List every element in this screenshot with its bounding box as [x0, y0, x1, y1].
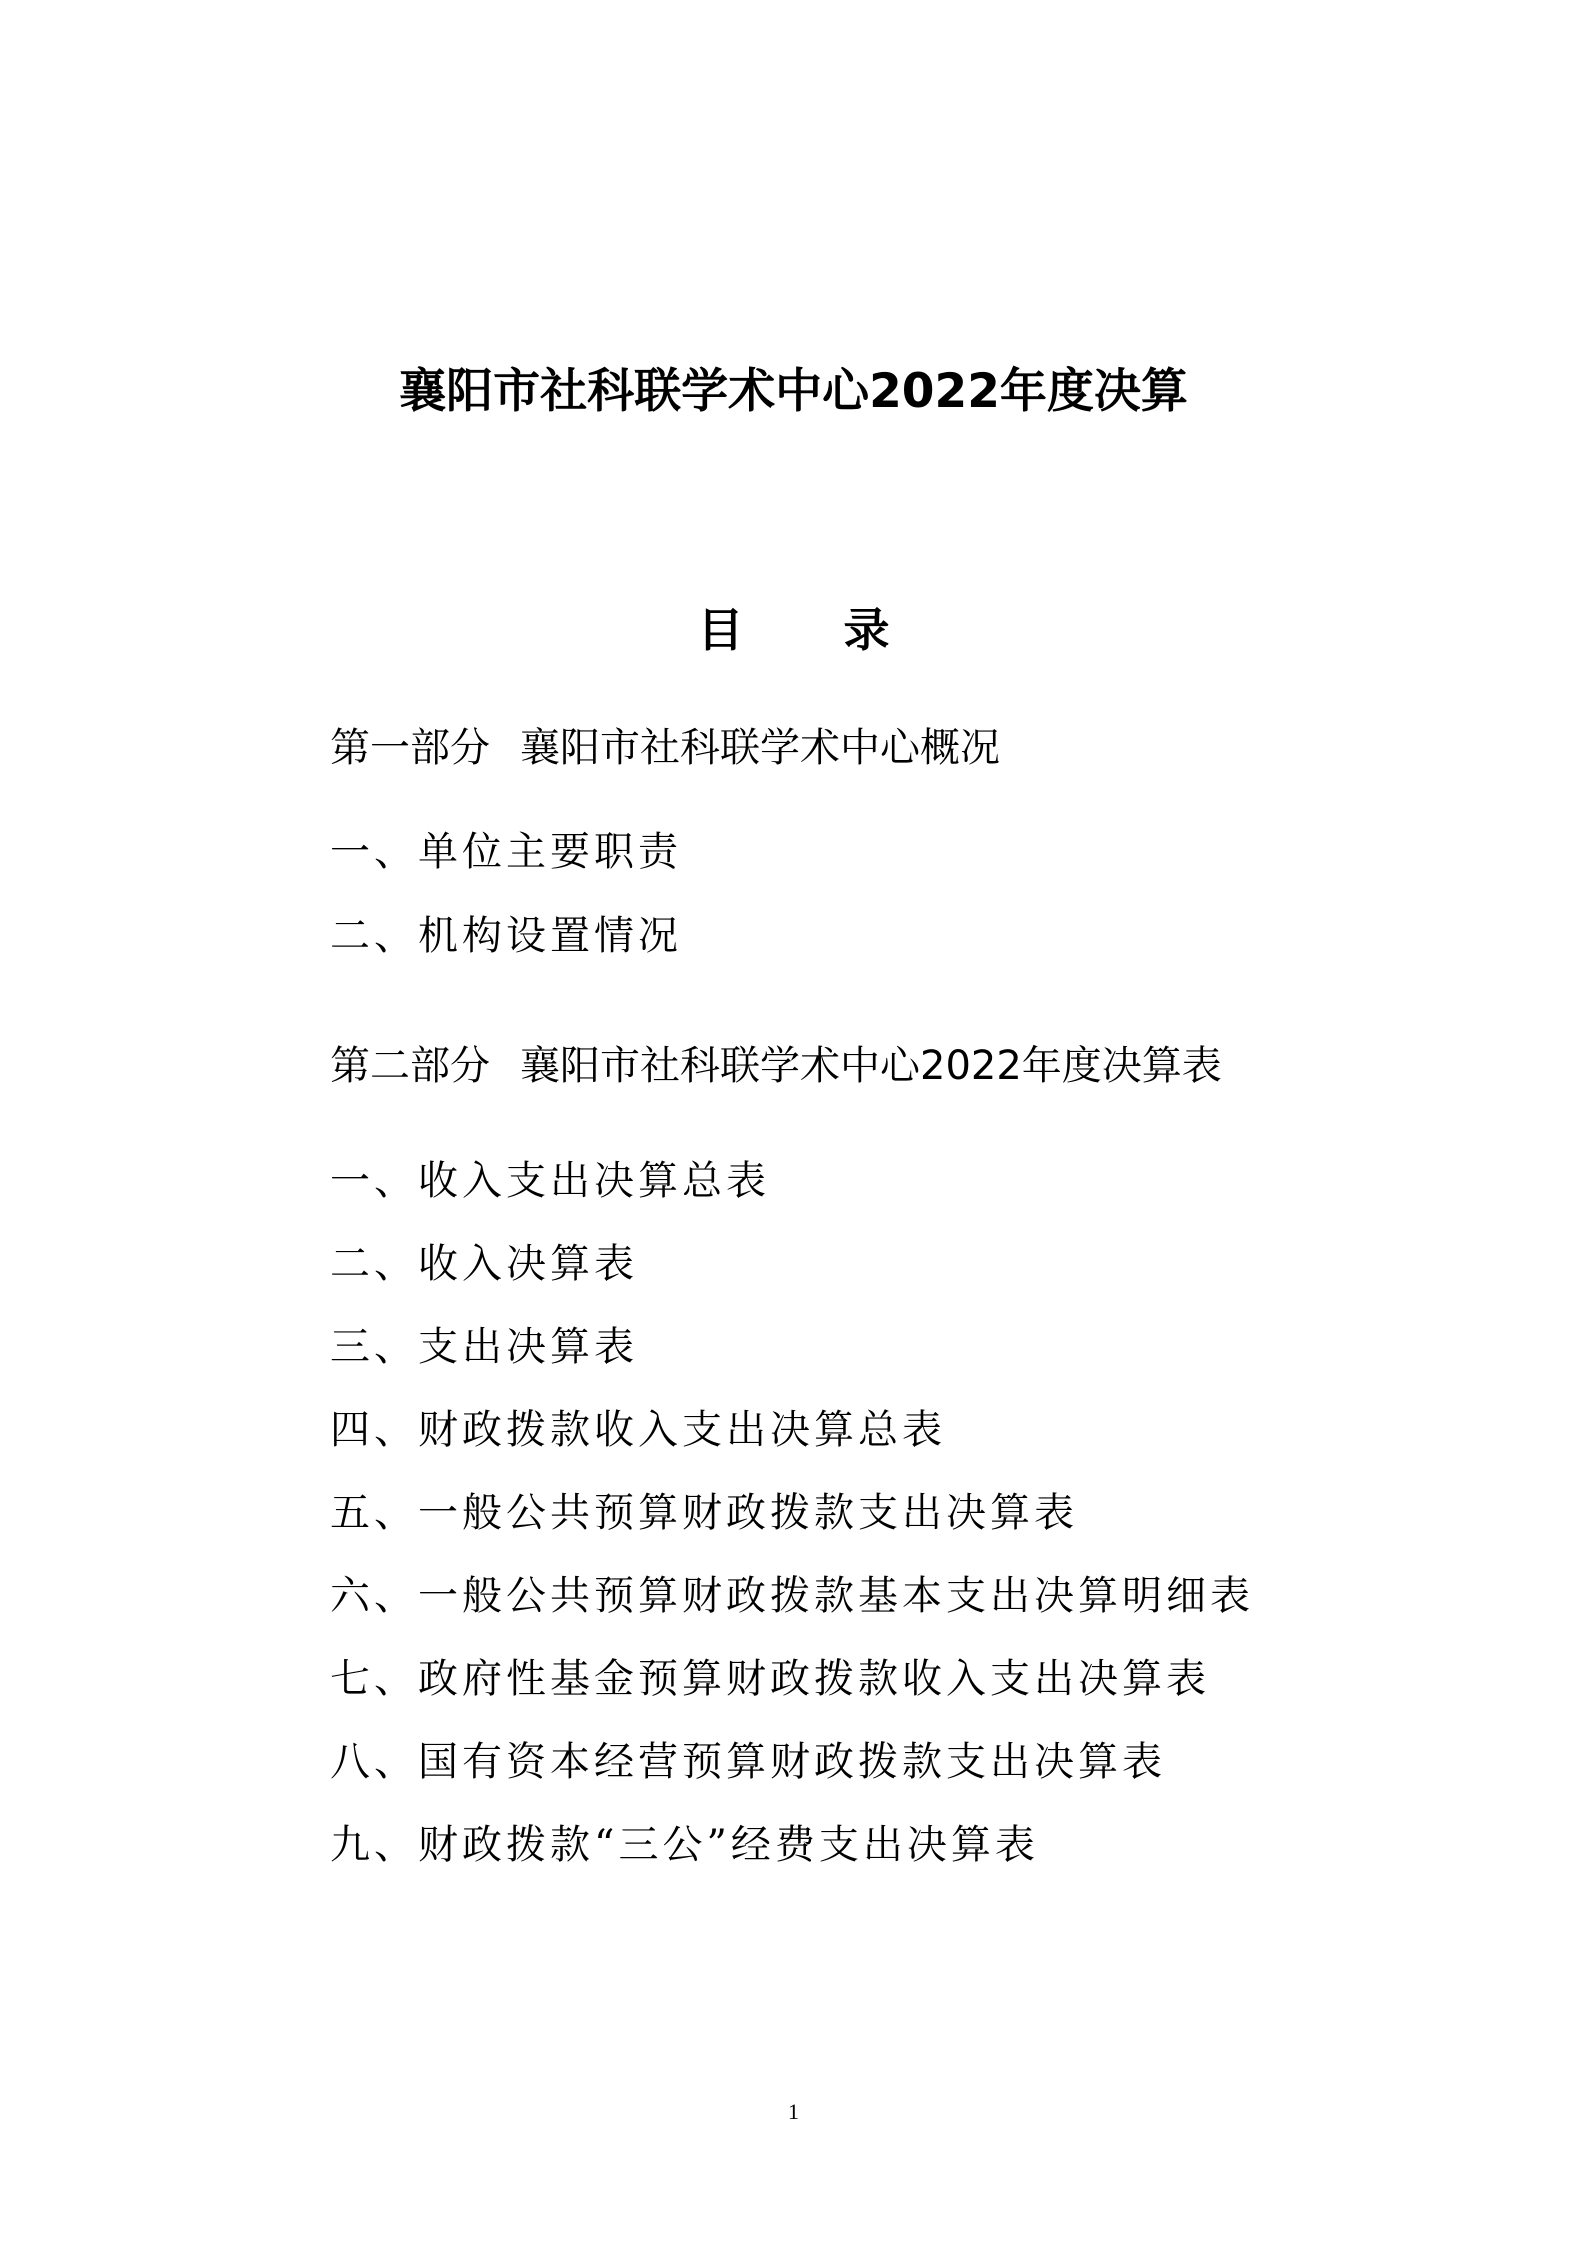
part-one-title: 襄阳市社科联学术中心概况 [520, 725, 1000, 771]
toc-item: 一、收入支出决算总表 [330, 1158, 770, 1204]
toc-item: 二、收入决算表 [330, 1241, 638, 1287]
toc-item: 六、一般公共预算财政拨款基本支出决算明细表 [330, 1573, 1254, 1619]
toc-item: 一、单位主要职责 [330, 829, 682, 875]
part-two-heading [330, 1040, 1222, 1092]
toc-item: 五、一般公共预算财政拨款支出决算表 [330, 1490, 1078, 1536]
part-two-number: 第二部分 [330, 1043, 490, 1089]
page-number: 1 [788, 2099, 799, 2124]
toc-item: 三、支出决算表 [330, 1324, 638, 1370]
toc-item: 八、国有资本经营预算财政拨款支出决算表 [330, 1739, 1166, 1785]
toc-item: 四、财政拨款收入支出决算总表 [330, 1407, 946, 1453]
toc-item: 二、机构设置情况 [330, 913, 682, 959]
document-title: 襄阳市社科联学术中心2022年度决算 [399, 364, 1188, 419]
part-one-heading [330, 722, 1000, 774]
toc-item: 九、财政拨款“三公”经费支出决算表 [330, 1822, 1039, 1868]
part-one-number: 第一部分 [330, 725, 490, 771]
part-two-title: 襄阳市社科联学术中心2022年度决算表 [520, 1043, 1222, 1089]
toc-heading: 目录 [697, 603, 990, 657]
toc-item: 七、政府性基金预算财政拨款收入支出决算表 [330, 1656, 1210, 1702]
